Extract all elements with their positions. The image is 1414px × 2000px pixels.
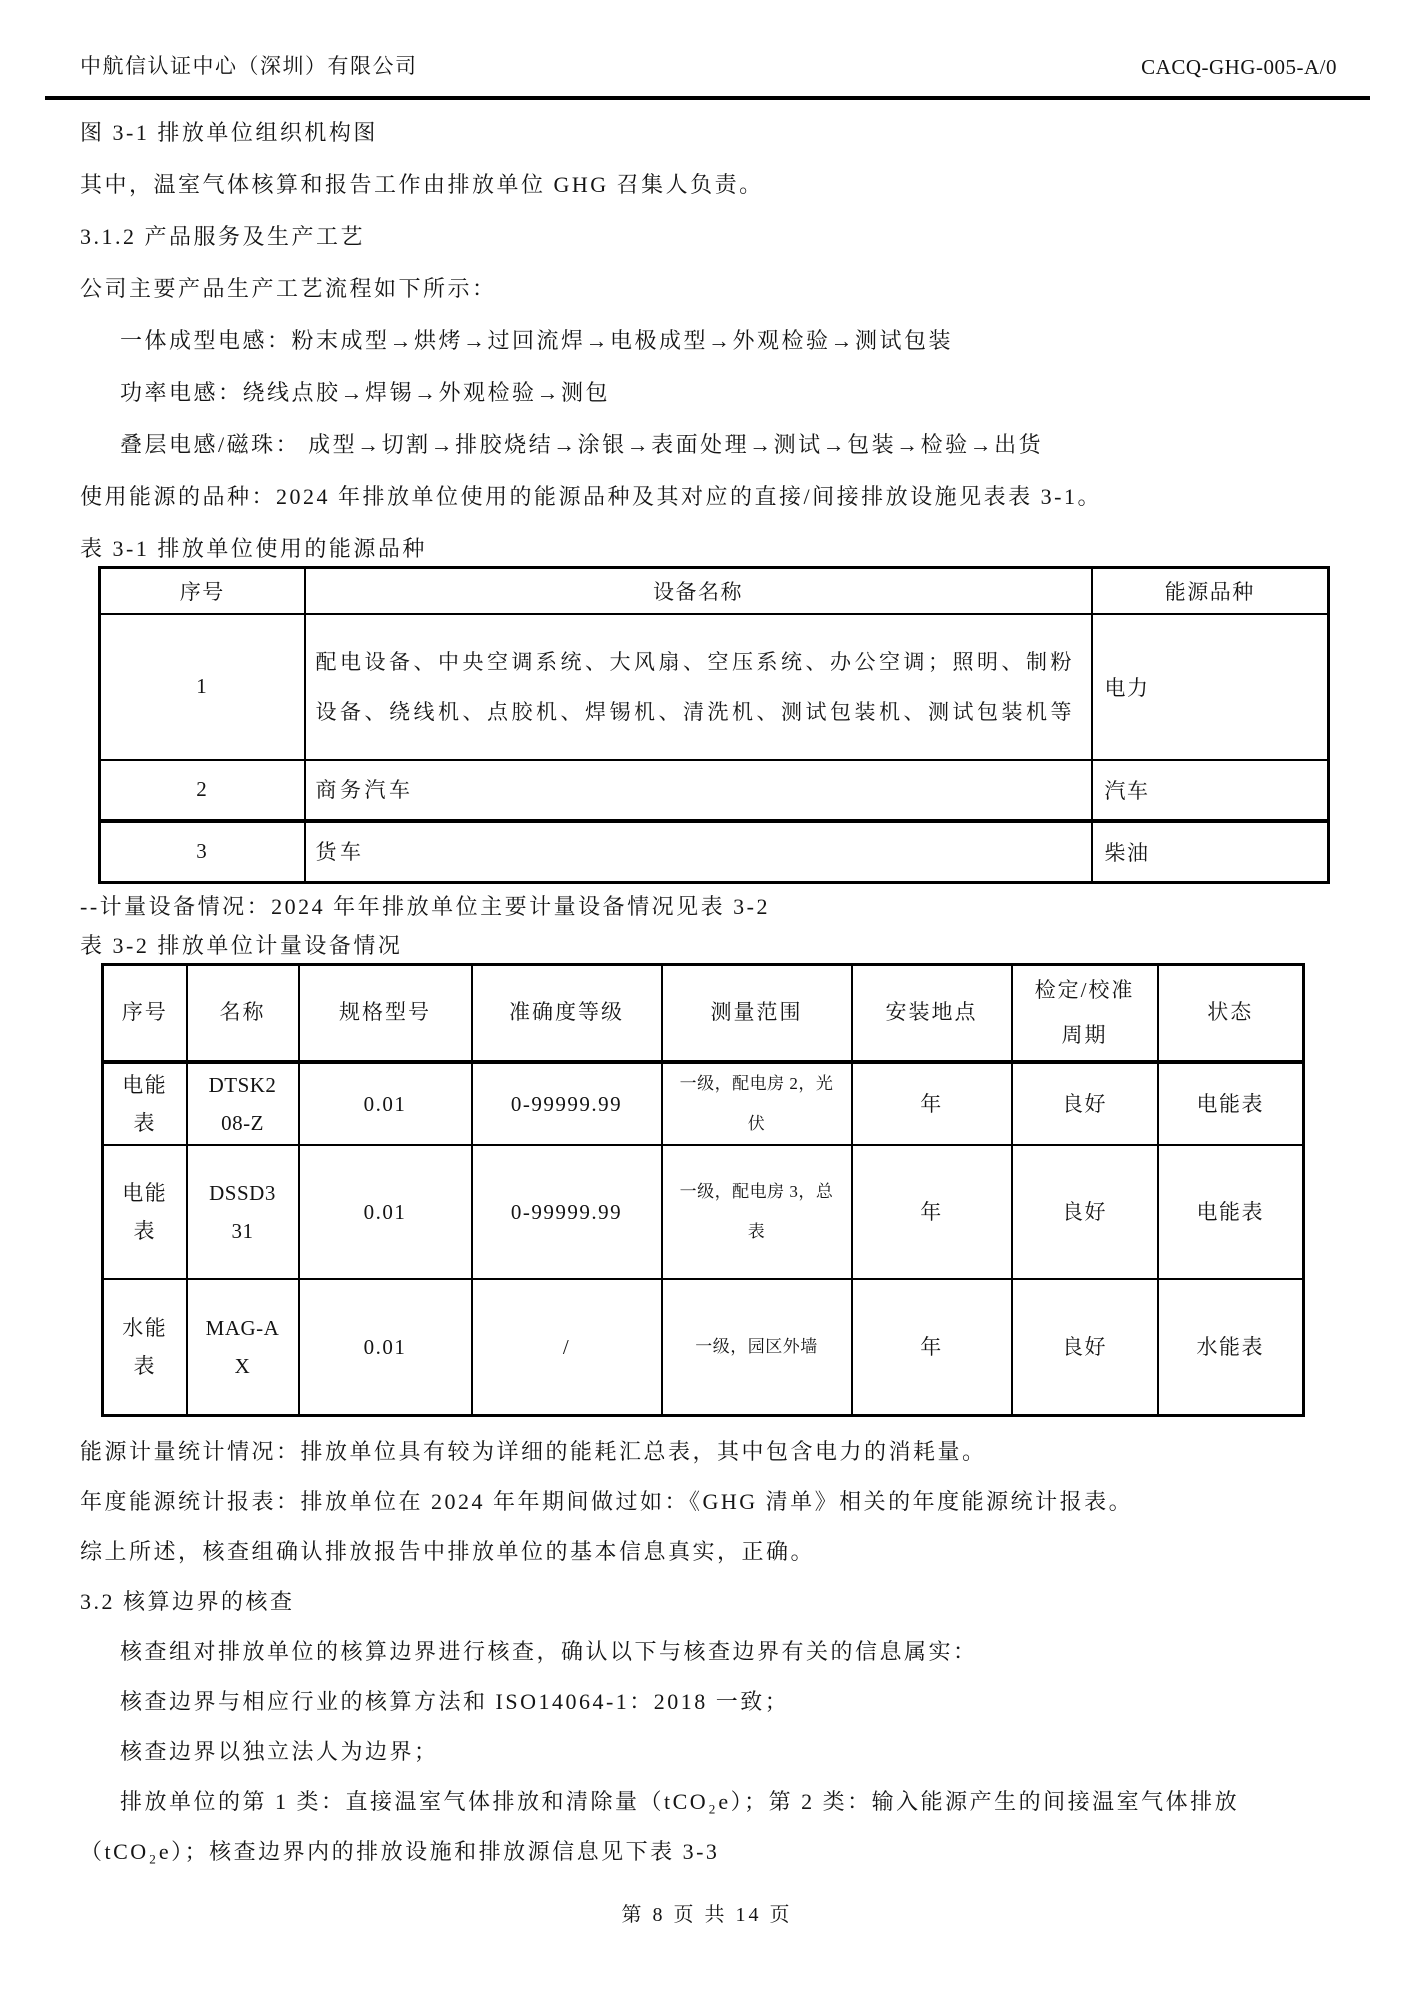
process-line-power-inductor: 功率电感：绕线点胶→焊锡→外观检验→测包 xyxy=(120,380,611,405)
process-line-molding-inductor: 一体成型电感：粉末成型→烘烤→过回流焊→电极成型→外观检验→测试包装 xyxy=(120,328,954,353)
table-row xyxy=(100,760,1329,821)
energy-types-intro-text: 使用能源的品种：2024 年排放单位使用的能源品种及其对应的直接/间接排放设施见表表 3-1。 xyxy=(80,484,1102,509)
meter-status-cell: 水能表 xyxy=(1158,1279,1304,1415)
ghg-responsibility-text: 其中，温室气体核算和报告工作由排放单位 GHG 召集人负责。 xyxy=(80,172,764,197)
column-header-calibration: 检定/校准周期 xyxy=(1012,964,1158,1062)
device-cell: 货车 xyxy=(305,821,1092,883)
meter-location-cell: 年 xyxy=(852,1062,1012,1145)
table-3-2-caption: 表 3-2 排放单位计量设备情况 xyxy=(80,932,403,958)
meter-accuracy-cell: 0-99999.99 xyxy=(472,1062,662,1145)
doc-code: CACQ-GHG-005-A/0 xyxy=(1141,55,1337,79)
meter-calibration-cell: 良好 xyxy=(1012,1279,1158,1415)
column-header-seq: 序号 xyxy=(100,568,305,614)
column-header-status: 状态 xyxy=(1158,964,1304,1062)
column-header-energy: 能源品种 xyxy=(1092,568,1329,614)
annual-report-text: 年度能源统计报表：排放单位在 2024 年年期间做过如：《GHG 清单》相关的年度能源统计报表。 xyxy=(80,1488,1134,1514)
column-header-seq: 序号 xyxy=(103,964,187,1062)
meter-type-cell: 水能表 xyxy=(103,1279,187,1415)
boundary-check-text-5: （tCO₂e）；核查边界内的排放设施和排放源信息见下表 3-3 xyxy=(80,1838,720,1864)
meter-model-cell: 0.01 xyxy=(299,1279,472,1415)
seq-cell: 2 xyxy=(100,760,305,821)
meter-calibration-cell: 良好 xyxy=(1012,1145,1158,1279)
energy-cell: 柴油 xyxy=(1092,821,1329,883)
figure-caption: 图 3-1 排放单位组织机构图 xyxy=(80,120,378,145)
column-header-location: 安装地点 xyxy=(852,964,1012,1062)
meter-calibration-cell: 良好 xyxy=(1012,1062,1158,1145)
device-cell: 配电设备、中央空调系统、大风扇、空压系统、办公空调；照明、制粉设备、绕线机、点胶机、焊锡机、清洗机、测试包装机、测试包装机等 xyxy=(305,614,1092,760)
energy-cell: 电力 xyxy=(1092,614,1329,760)
meter-range-cell: 一级，配电房 2，光伏 xyxy=(662,1062,852,1145)
document-header xyxy=(45,50,1370,100)
table-3-1-caption: 表 3-1 排放单位使用的能源品种 xyxy=(80,536,427,561)
meter-location-cell: 年 xyxy=(852,1145,1012,1279)
device-cell: 商务汽车 xyxy=(305,760,1092,821)
boundary-check-text-2: 核查边界与相应行业的核算方法和 ISO14064-1：2018 一致； xyxy=(120,1688,790,1714)
meter-model-cell: 0.01 xyxy=(299,1062,472,1145)
energy-cell: 汽车 xyxy=(1092,760,1329,821)
table-row xyxy=(103,1062,1304,1145)
seq-cell: 1 xyxy=(100,614,305,760)
column-header-name: 名称 xyxy=(187,964,299,1062)
meter-location-cell: 年 xyxy=(852,1279,1012,1415)
table-row xyxy=(100,821,1329,883)
table-3-2-metering-devices xyxy=(101,963,1305,1417)
meter-status-cell: 电能表 xyxy=(1158,1062,1304,1145)
meter-model-cell: 0.01 xyxy=(299,1145,472,1279)
meter-type-cell: 电能表 xyxy=(103,1062,187,1145)
metering-intro-text: --计量设备情况：2024 年年排放单位主要计量设备情况见表 3-2 xyxy=(80,893,770,919)
table-row xyxy=(103,964,1304,1062)
table-row xyxy=(100,568,1329,614)
table-row xyxy=(103,1279,1304,1415)
process-line-multilayer-inductor: 叠层电感/磁珠： 成型→切割→排胶烧结→涂银→表面处理→测试→包装→检验→出货 xyxy=(120,432,1044,457)
seq-cell: 3 xyxy=(100,821,305,883)
meter-type-cell: 电能表 xyxy=(103,1145,187,1279)
meter-name-cell: MAG-AX xyxy=(187,1279,299,1415)
meter-name-cell: DSSD331 xyxy=(187,1145,299,1279)
table-3-1-energy-types xyxy=(98,566,1330,884)
boundary-check-text-4: 排放单位的第 1 类：直接温室气体排放和清除量（tCO₂e）；第 2 类：输入能源产生的间接温室气体排放 xyxy=(120,1788,1240,1814)
company-name: 中航信认证中心（深圳）有限公司 xyxy=(80,54,418,78)
table-row xyxy=(103,1145,1304,1279)
meter-range-cell: 一级，配电房 3，总表 xyxy=(662,1145,852,1279)
process-intro-text: 公司主要产品生产工艺流程如下所示： xyxy=(80,276,497,301)
column-header-accuracy: 准确度等级 xyxy=(472,964,662,1062)
page-body xyxy=(80,100,1338,1867)
meter-accuracy-cell: 0-99999.99 xyxy=(472,1145,662,1279)
conclusion-text: 综上所述，核查组确认排放报告中排放单位的基本信息真实，正确。 xyxy=(80,1538,816,1564)
table-row xyxy=(100,614,1329,760)
meter-status-cell: 电能表 xyxy=(1158,1145,1304,1279)
meter-accuracy-cell: / xyxy=(472,1279,662,1415)
section-heading-3-2: 3.2 核算边界的核查 xyxy=(80,1588,295,1614)
column-header-device: 设备名称 xyxy=(305,568,1092,614)
meter-range-cell: 一级，园区外墙 xyxy=(662,1279,852,1415)
column-header-model: 规格型号 xyxy=(299,964,472,1062)
section-heading-3-1-2: 3.1.2 产品服务及生产工艺 xyxy=(80,224,366,249)
boundary-check-text-1: 核查组对排放单位的核算边界进行核查，确认以下与核查边界有关的信息属实： xyxy=(120,1638,978,1664)
energy-stats-text: 能源计量统计情况：排放单位具有较为详细的能耗汇总表，其中包含电力的消耗量。 xyxy=(80,1438,987,1464)
boundary-check-text-3: 核查边界以独立法人为边界； xyxy=(120,1738,439,1764)
page-number: 第 8 页 共 14 页 xyxy=(621,1904,793,1926)
column-header-range: 测量范围 xyxy=(662,964,852,1062)
meter-name-cell: DTSK208-Z xyxy=(187,1062,299,1145)
